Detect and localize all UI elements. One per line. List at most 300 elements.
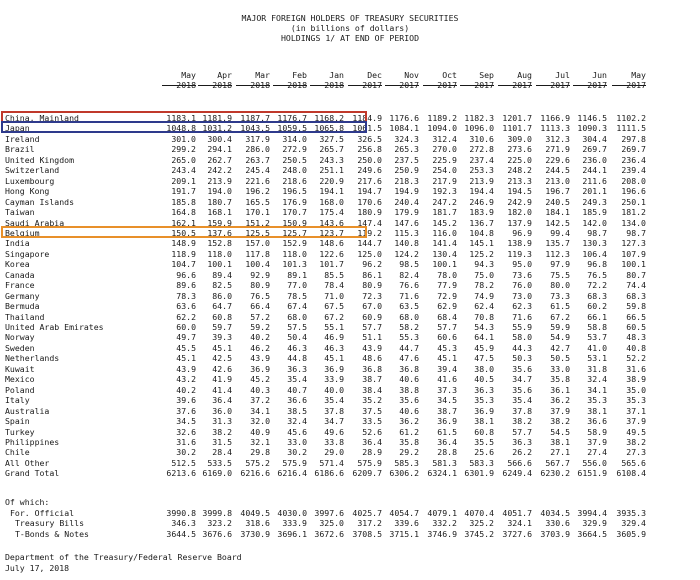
cell-value: 98.7	[587, 227, 607, 238]
table-row	[0, 155, 700, 165]
table-row	[0, 280, 700, 290]
cell-value: 67.4	[287, 301, 307, 312]
cell-value: 37.8	[512, 405, 532, 416]
cell-value: 40.7	[287, 384, 307, 395]
cell-value: 253.3	[469, 165, 494, 176]
cell-value: 249.6	[357, 165, 382, 176]
cell-value: 127.3	[621, 238, 646, 249]
cell-value: 30.2	[287, 447, 307, 458]
cell-value: 299.2	[171, 144, 196, 155]
cell-value: 44.7	[399, 342, 419, 353]
cell-value: 6186.6	[314, 468, 344, 479]
column-header-month: Dec	[367, 70, 382, 80]
cell-value: 53.7	[587, 332, 607, 343]
cell-value: 3745.2	[464, 528, 494, 539]
cell-value: 37.9	[626, 416, 646, 427]
cell-value: 213.0	[545, 175, 570, 186]
cell-value: 583.3	[469, 457, 494, 468]
cell-value: 248.0	[282, 165, 307, 176]
cell-value: 194.7	[357, 186, 382, 197]
cell-value: 35.2	[362, 395, 382, 406]
cell-value: 46.2	[250, 342, 270, 353]
cell-value: 45.1	[176, 353, 196, 364]
row-label: India	[5, 238, 30, 249]
cell-value: 41.9	[212, 374, 232, 385]
cell-value: 32.4	[587, 374, 607, 385]
table-row	[0, 238, 700, 248]
cell-value: 3730.9	[240, 528, 270, 539]
column-header-month: Mar	[255, 70, 270, 80]
cell-value: 48.6	[362, 353, 382, 364]
cell-value: 63.6	[176, 301, 196, 312]
column-header-year: 2017	[626, 80, 646, 90]
cell-value: 80.7	[626, 269, 646, 280]
cell-value: 39.3	[212, 332, 232, 343]
cell-value: 164.8	[171, 207, 196, 218]
cell-value: 64.7	[212, 301, 232, 312]
cell-value: 6216.6	[240, 468, 270, 479]
cell-value: 1048.8	[166, 123, 196, 134]
table-row	[0, 144, 700, 154]
cell-value: 62.2	[176, 311, 196, 322]
cell-value: 6230.2	[540, 468, 570, 479]
cell-value: 248.2	[507, 165, 532, 176]
cell-value: 96.8	[587, 259, 607, 270]
cell-value: 533.5	[207, 457, 232, 468]
cell-value: 77.9	[437, 280, 457, 291]
cell-value: 1094.0	[427, 123, 457, 134]
column-header-month: Jan	[329, 70, 344, 80]
cell-value: 3708.5	[352, 528, 382, 539]
cell-value: 182.0	[507, 207, 532, 218]
cell-value: 29.0	[324, 447, 344, 458]
cell-value: 309.0	[507, 133, 532, 144]
cell-value: 80.9	[250, 280, 270, 291]
cell-value: 6301.9	[464, 468, 494, 479]
table-row	[0, 458, 700, 468]
column-header-year: 2018	[324, 80, 344, 90]
row-label: Italy	[5, 395, 30, 406]
cell-value: 40.9	[250, 426, 270, 437]
cell-value: 217.6	[357, 175, 382, 186]
cell-value: 249.3	[582, 196, 607, 207]
cell-value: 100.1	[621, 259, 646, 270]
cell-value: 45.2	[250, 374, 270, 385]
cell-value: 297.8	[621, 133, 646, 144]
table-row	[0, 113, 700, 123]
cell-value: 36.8	[399, 363, 419, 374]
cell-value: 96.9	[512, 227, 532, 238]
cell-value: 1065.8	[314, 123, 344, 134]
table-row	[0, 134, 700, 144]
cell-value: 89.1	[287, 269, 307, 280]
row-label: Cayman Islands	[5, 196, 75, 207]
cell-value: 75.5	[550, 269, 570, 280]
cell-value: 38.7	[437, 405, 457, 416]
cell-value: 57.7	[512, 426, 532, 437]
cell-value: 209.1	[171, 175, 196, 186]
cell-value: 265.3	[394, 144, 419, 155]
cell-value: 34.7	[512, 374, 532, 385]
cell-value: 35.6	[512, 384, 532, 395]
cell-value: 98.5	[399, 259, 419, 270]
cell-value: 130.4	[432, 248, 457, 259]
cell-value: 3715.1	[389, 528, 419, 539]
cell-value: 236.0	[582, 154, 607, 165]
cell-value: 1084.1	[389, 123, 419, 134]
cell-value: 57.5	[287, 322, 307, 332]
cell-value: 34.5	[176, 416, 196, 427]
cell-value: 4054.7	[389, 508, 419, 518]
row-label: Japan	[5, 123, 30, 134]
cell-value: 62.3	[512, 301, 532, 312]
cell-value: 36.4	[437, 436, 457, 447]
column-header-year: 2017	[399, 80, 419, 90]
cell-value: 61.2	[399, 426, 419, 437]
cell-value: 38.2	[626, 436, 646, 447]
table-row	[0, 416, 700, 426]
cell-value: 78.3	[176, 290, 196, 301]
cell-value: 39.6	[176, 395, 196, 406]
cell-value: 82.5	[212, 280, 232, 291]
cell-value: 30.2	[176, 447, 196, 458]
cell-value: 47.5	[474, 353, 494, 364]
cell-value: 250.9	[394, 165, 419, 176]
cell-value: 1184.9	[352, 113, 382, 123]
row-label: Grand Total	[5, 468, 60, 479]
row-label: Australia	[5, 405, 50, 416]
cell-value: 168.0	[319, 196, 344, 207]
table-row	[0, 447, 700, 457]
cell-value: 61.5	[550, 301, 570, 312]
cell-value: 59.2	[250, 322, 270, 332]
cell-value: 80.0	[550, 280, 570, 291]
cell-value: 112.3	[545, 248, 570, 259]
cell-value: 137.9	[507, 217, 532, 228]
cell-value: 327.5	[319, 133, 344, 144]
cell-value: 142.0	[582, 217, 607, 228]
cell-value: 29.2	[399, 447, 419, 458]
cell-value: 135.7	[545, 238, 570, 249]
cell-value: 37.5	[362, 405, 382, 416]
cell-value: 82.4	[399, 269, 419, 280]
cell-value: 39.4	[437, 363, 457, 374]
cell-value: 575.2	[245, 457, 270, 468]
cell-value: 46.9	[324, 332, 344, 343]
cell-value: 314.0	[282, 133, 307, 144]
cell-value: 1189.2	[427, 113, 457, 123]
cell-value: 159.9	[207, 217, 232, 228]
cell-value: 138.9	[507, 238, 532, 249]
cell-value: 68.0	[399, 311, 419, 322]
cell-value: 147.4	[357, 217, 382, 228]
cell-value: 89.4	[212, 269, 232, 280]
cell-value: 271.9	[545, 144, 570, 155]
cell-value: 213.9	[207, 175, 232, 186]
of-which-row	[0, 508, 700, 518]
row-label: Norway	[5, 332, 35, 343]
cell-value: 575.9	[357, 457, 382, 468]
cell-value: 122.6	[319, 248, 344, 259]
column-header-year: 2018	[250, 80, 270, 90]
cell-value: 45.9	[474, 342, 494, 353]
row-label: Ireland	[5, 133, 40, 144]
row-label: Korea	[5, 259, 30, 270]
column-header-month: Oct	[442, 70, 457, 80]
cell-value: 194.0	[207, 186, 232, 197]
cell-value: 3605.9	[616, 528, 646, 539]
cell-value: 262.7	[207, 154, 232, 165]
document-subtitle: (in billions of dollars)	[290, 23, 410, 33]
cell-value: 55.9	[512, 322, 532, 332]
cell-value: 119.3	[507, 248, 532, 259]
cell-value: 1166.9	[540, 113, 570, 123]
cell-value: 125.5	[245, 227, 270, 238]
cell-value: 67.2	[324, 311, 344, 322]
cell-value: 96.2	[362, 259, 382, 270]
cell-value: 35.4	[287, 374, 307, 385]
cell-value: 49.7	[176, 332, 196, 343]
row-label: United Kingdom	[5, 154, 75, 165]
cell-value: 137.6	[207, 227, 232, 238]
cell-value: 89.6	[176, 280, 196, 291]
cell-value: 3676.6	[202, 528, 232, 539]
table-row	[0, 259, 700, 269]
column-header-month: May	[181, 70, 196, 80]
cell-value: 6108.4	[616, 468, 646, 479]
table-row	[0, 385, 700, 395]
cell-value: 45.3	[437, 342, 457, 353]
cell-value: 92.9	[250, 269, 270, 280]
row-label: Kuwait	[5, 363, 35, 374]
cell-value: 1201.7	[502, 113, 532, 123]
cell-value: 62.9	[437, 301, 457, 312]
cell-value: 40.6	[399, 374, 419, 385]
cell-value: 40.2	[176, 384, 196, 395]
row-label: Philippines	[5, 436, 60, 447]
cell-value: 95.0	[512, 259, 532, 270]
cell-value: 141.4	[432, 238, 457, 249]
cell-value: 115.3	[394, 227, 419, 238]
cell-value: 37.6	[176, 405, 196, 416]
cell-value: 42.6	[212, 363, 232, 374]
cell-value: 86.1	[362, 269, 382, 280]
cell-value: 240.5	[545, 196, 570, 207]
cell-value: 35.5	[474, 436, 494, 447]
cell-value: 556.0	[582, 457, 607, 468]
cell-value: 180.7	[207, 196, 232, 207]
cell-value: 51.1	[362, 332, 382, 343]
table-row	[0, 207, 700, 217]
table-row	[0, 176, 700, 186]
column-header-underline	[162, 84, 196, 86]
cell-value: 58.0	[512, 332, 532, 343]
cell-value: 250.0	[357, 154, 382, 165]
cell-value: 67.0	[362, 301, 382, 312]
cell-value: 33.8	[324, 436, 344, 447]
cell-value: 48.3	[626, 332, 646, 343]
cell-value: 28.8	[437, 447, 457, 458]
cell-value: 36.3	[474, 384, 494, 395]
table-row	[0, 218, 700, 228]
cell-value: 6169.0	[202, 468, 232, 479]
cell-value: 1111.5	[616, 123, 646, 134]
cell-value: 6249.4	[502, 468, 532, 479]
cell-value: 107.9	[621, 248, 646, 259]
cell-value: 329.9	[582, 518, 607, 529]
cell-value: 1090.3	[577, 123, 607, 134]
cell-value: 78.4	[324, 280, 344, 291]
cell-value: 1061.5	[352, 123, 382, 134]
cell-value: 239.4	[621, 165, 646, 176]
table-row	[0, 343, 700, 353]
row-label: Chile	[5, 447, 30, 458]
cell-value: 58.8	[587, 322, 607, 332]
cell-value: 49.6	[324, 426, 344, 437]
cell-value: 317.9	[245, 133, 270, 144]
cell-value: 125.2	[469, 248, 494, 259]
cell-value: 140.8	[394, 238, 419, 249]
cell-value: 36.0	[212, 405, 232, 416]
cell-value: 86.0	[212, 290, 232, 301]
cell-value: 53.1	[587, 353, 607, 364]
cell-value: 75.0	[474, 269, 494, 280]
cell-value: 100.4	[245, 259, 270, 270]
cell-value: 59.8	[626, 301, 646, 312]
cell-value: 147.6	[394, 217, 419, 228]
cell-value: 118.0	[207, 248, 232, 259]
row-label: Bermuda	[5, 301, 40, 312]
cell-value: 145.1	[469, 238, 494, 249]
cell-value: 1176.6	[389, 113, 419, 123]
cell-value: 244.1	[582, 165, 607, 176]
cell-value: 1059.5	[277, 123, 307, 134]
cell-value: 170.6	[357, 196, 382, 207]
table-row	[0, 437, 700, 447]
cell-value: 566.6	[507, 457, 532, 468]
cell-value: 256.8	[357, 144, 382, 155]
table-row	[0, 312, 700, 322]
cell-value: 272.8	[469, 144, 494, 155]
cell-value: 1182.3	[464, 113, 494, 123]
column-header-year: 2017	[512, 80, 532, 90]
cell-value: 28.4	[212, 447, 232, 458]
cell-value: 194.4	[469, 186, 494, 197]
cell-value: 66.4	[250, 301, 270, 312]
cell-value: 36.3	[287, 363, 307, 374]
cell-value: 243.4	[171, 165, 196, 176]
cell-value: 68.4	[437, 311, 457, 322]
cell-value: 243.3	[319, 154, 344, 165]
cell-value: 34.1	[250, 405, 270, 416]
cell-value: 263.7	[245, 154, 270, 165]
cell-value: 213.9	[469, 175, 494, 186]
cell-value: 4049.5	[240, 508, 270, 518]
cell-value: 152.8	[207, 238, 232, 249]
cell-value: 225.0	[507, 154, 532, 165]
cell-value: 250.5	[282, 154, 307, 165]
cell-value: 60.8	[474, 426, 494, 437]
cell-value: 339.6	[394, 518, 419, 529]
cell-value: 67.2	[550, 311, 570, 322]
table-row	[0, 197, 700, 207]
cell-value: 196.6	[621, 186, 646, 197]
cell-value: 38.1	[474, 416, 494, 427]
cell-value: 26.2	[512, 447, 532, 458]
cell-value: 45.1	[437, 353, 457, 364]
cell-value: 35.0	[626, 384, 646, 395]
cell-value: 211.6	[582, 175, 607, 186]
cell-value: 55.1	[324, 322, 344, 332]
cell-value: 136.7	[469, 217, 494, 228]
cell-value: 31.6	[176, 436, 196, 447]
cell-value: 180.9	[357, 207, 382, 218]
cell-value: 183.9	[469, 207, 494, 218]
cell-value: 6213.6	[166, 468, 196, 479]
cell-value: 201.1	[582, 186, 607, 197]
column-header-year: 2018	[212, 80, 232, 90]
cell-value: 70.8	[474, 311, 494, 322]
cell-value: 1146.5	[577, 113, 607, 123]
column-header-month: Sep	[479, 70, 494, 80]
cell-value: 32.0	[250, 416, 270, 427]
table-row	[0, 123, 700, 133]
source-note: Department of the Treasury/Federal Reserve Board	[5, 552, 242, 562]
cell-value: 38.2	[212, 426, 232, 437]
cell-value: 179.9	[394, 207, 419, 218]
cell-value: 38.2	[512, 416, 532, 427]
cell-value: 62.4	[474, 301, 494, 312]
cell-value: 58.2	[399, 322, 419, 332]
cell-value: 3990.8	[166, 508, 196, 518]
cell-value: 170.7	[282, 207, 307, 218]
cell-value: 50.3	[512, 353, 532, 364]
cell-value: 6324.1	[427, 468, 457, 479]
cell-value: 54.3	[474, 322, 494, 332]
cell-value: 36.2	[550, 395, 570, 406]
cell-value: 272.9	[282, 144, 307, 155]
cell-value: 43.9	[362, 342, 382, 353]
cell-value: 1031.2	[202, 123, 232, 134]
row-label: Brazil	[5, 144, 35, 155]
cell-value: 59.9	[550, 322, 570, 332]
cell-value: 106.4	[582, 248, 607, 259]
cell-value: 3696.1	[277, 528, 307, 539]
cell-value: 72.9	[437, 290, 457, 301]
cell-value: 72.2	[587, 280, 607, 291]
table-row	[0, 364, 700, 374]
cell-value: 98.7	[626, 227, 646, 238]
row-label: France	[5, 280, 35, 291]
cell-value: 46.3	[287, 342, 307, 353]
cell-value: 326.5	[357, 133, 382, 144]
cell-value: 40.6	[399, 405, 419, 416]
cell-value: 76.6	[399, 280, 419, 291]
cell-value: 247.2	[432, 196, 457, 207]
table-row	[0, 291, 700, 301]
cell-value: 37.3	[437, 384, 457, 395]
cell-value: 325.2	[469, 518, 494, 529]
cell-value: 104.7	[171, 259, 196, 270]
cell-value: 38.5	[287, 405, 307, 416]
cell-value: 60.5	[626, 322, 646, 332]
cell-value: 118.9	[171, 248, 196, 259]
cell-value: 59.7	[212, 322, 232, 332]
cell-value: 36.9	[324, 363, 344, 374]
cell-value: 3727.6	[502, 528, 532, 539]
cell-value: 49.5	[626, 426, 646, 437]
cell-value: 35.3	[587, 395, 607, 406]
